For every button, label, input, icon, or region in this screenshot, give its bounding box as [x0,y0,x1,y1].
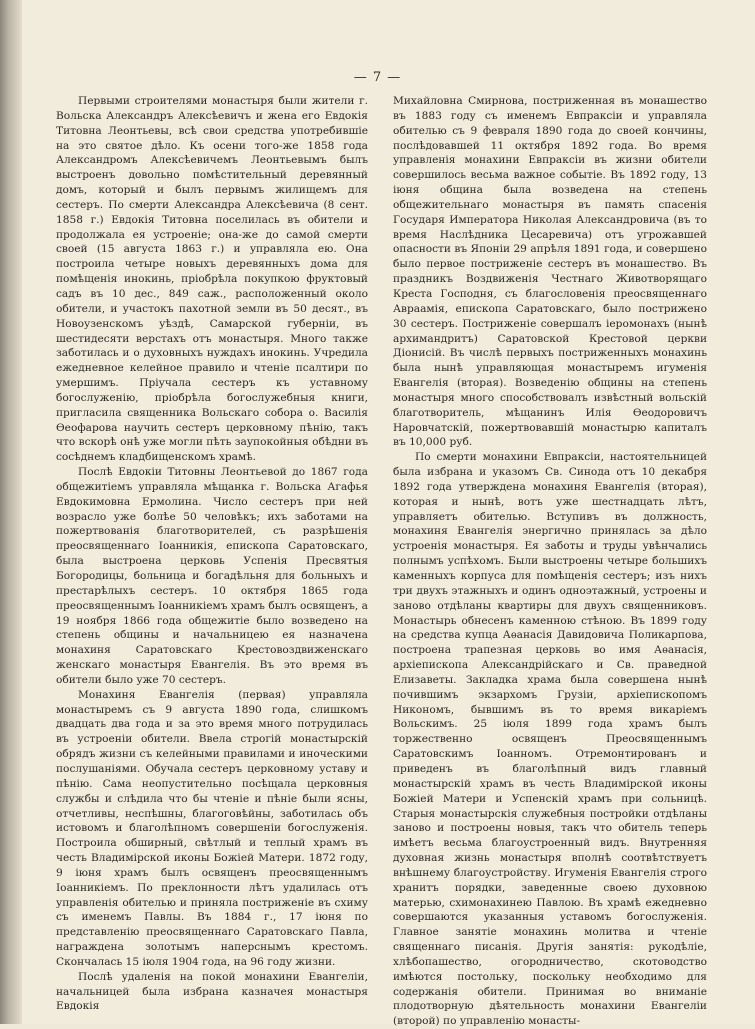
paragraph: По смерти монахини Евпраксіи, настоятельницей была избрана и указомъ Св. Синода отъ 10 декабря 1892 года утверждена монахиня Евангелія (вторая), которая и нынѣ, вотъ уже шестнадцать лѣтъ, управляетъ обителью. Вступивъ въ должность, монахиня Евангелія энергично принялась за дѣло устроенія монастыря. Ея заботы и труды увѣнчались полнымъ успѣхомъ. Были выстроены четыре большихъ каменныхъ корпуса для помѣщенія сестеръ; изъ нихъ три двухъ этажныхъ и одинъ одноэтажный, устроены и заново отдѣланы квартиры для двухъ священниковъ. Монастырь обнесенъ каменною стѣною. Въ 1899 году на средства купца Аѳанасія Давидовича Поликарпова, построена трапезная церковь во имя Аѳанасія, архіепископа Александрійскаго и Св. праведной Елизаветы. Закладка храма была совершена нынѣ почившимъ экзархомъ Грузіи, архіепископомъ Никономъ, бывшимъ въ то время викаріемъ Вольскимъ. 25 іюля 1899 года храмъ былъ торжественно освященъ Преосвященнымъ Саратовскимъ Іоанномъ. Отремонтированъ и приведенъ въ благолѣпный видъ главный монастырскій храмъ въ честь Владимірской иконы Божіей Матери и Успенскій храмъ при сольницѣ. Старыя монастырскія служебныя постройки отдѣланы заново и построены новыя, такъ что обитель теперь имѣетъ весьма благоустроенный видъ. Внутренняя духовная жизнь монастыря вполнѣ соотвѣтствуетъ внѣшнему благоустройству. Игуменія Евангелія строго хранитъ порядки, заведенные своею духовною матерью, схимонахинею Павлою. Въ храмѣ ежедневно совершаются указанныя уставомъ богослуженія. Главное занятіе монахинь молитва и чтеніе священнаго писанія. Другія занятія: рукодѣліе, хлѣбопашество, огородничество, скотоводство имѣются постольку, поскольку необходимо для содержанія обители. Принимая во вниманіе плодотворную дѣятельность монахини Евангеліи (второй) по управленію монасты- [393,451,707,1028]
right-text-column [393,94,707,1028]
page-number: — 7 — [353,70,402,85]
paragraph-continuation: Михайловна Смирнова, постриженная въ монашество въ 1883 году съ именемъ Евпраксіи и управляла обителью съ 9 февраля 1890 года до своей кончины, послѣдовавшей 11 октября 1892 года. Во время управленія монахини Евпраксіи въ жизни обители совершилось весьма важное событіе. Въ 1892 году, 13 іюня община была возведена на степень общежительнаго монастыря въ память спасенія Государя Императора Николая Александровича (въ то время Наслѣдника Цесаревича) отъ угрожавшей опасности въ Японіи 29 апрѣля 1891 года, и совершено было первое постриженіе сестеръ въ монашество. Въ праздникъ Воздвиженія Честнаго Животворящаго Креста Господня, съ благословенія преосвященнаго Авраамія, епископа Саратовскаго, было пострижено 30 сестеръ. Постриженіе совершалъ іеромонахъ (нынѣ архимандритъ) Саратовской Крестовой церкви Діонисій. Въ числѣ первыхъ постриженныхъ монахинь была нынѣ управляющая монастыремъ игуменія Евангелія (вторая). Возведенію общины на степень монастыря много способствовалъ извѣстный вольскій благотворитель, мѣщанинъ Илія Ѳеодоровичъ Наровчатскій, пожертвовавшій монастырю капиталъ въ 10,000 руб. [393,95,707,449]
book-spine-shadow [0,0,22,1024]
left-text-column [56,94,368,1013]
paragraph: Первыми строителями монастыря были жители г. Вольска Александръ Алексѣевичъ и жена его Евдокія Титовна Леонтьевы, всѣ свои средства употребившіе на это святое дѣло. Къ осени того-же 1858 года Александромъ Алексѣевичемъ Леонтьевымъ былъ выстроенъ довольно помѣстительный деревянный домъ, который и былъ первымъ жилищемъ для сестеръ. По смерти Александра Алексѣевича (8 сент. 1858 г.) Евдокія Титовна поселилась въ обители и продолжала ея устроеніе; она-же до самой смерти своей (15 августа 1863 г.) и управляла ею. Она построила четыре новыхъ деревянныхъ дома для помѣщенія инокинь, пріобрѣла покупкою фруктовый садъ въ 10 дес., 849 саж., расположенный около обители, и участокъ пахотной земли въ 50 десят., въ Новоузенскомъ уѣздѣ, Самарской губерніи, въ шестидесяти верстахъ отъ монастыря. Много также заботилась и о духовныхъ нуждахъ инокинь. Учредила ежедневное келейное правило и чтеніе псалтири по умершимъ. Пріучала сестеръ къ уставному богослуженію, пріобрѣла богослужебныя книги, пригласила священника Вольскаго собора о. Василія Ѳеофарова научить сестеръ церковному пѣнію, такъ что вскорѣ онѣ уже могли пѣть заупокойныя обѣдни въ сосѣднемъ кладбищенскомъ храмѣ. [56,95,368,464]
paragraph: Послѣ удаленія на покой монахини Евангеліи, начальницей была избрана казначея монастыря Евдокія [56,970,368,1013]
paragraph: Послѣ Евдокіи Титовны Леонтьевой до 1867 года общежитіемъ управляла мѣщанка г. Вольска Агафья Евдокимовна Ермолина. Число сестеръ при ней возрасло уже болѣе 50 человѣкъ; ихъ заботами на пожертвованія благотворителей, съ разрѣшенія преосвященнаго Іоанникія, епископа Саратовскаго, была выстроена церковь Успенія Пресвятыя Богородицы, больница и богадѣльня для больныхъ и престарѣлыхъ сестеръ. 10 октября 1865 года преосвященнымъ Іоанникіемъ храмъ былъ освященъ, а 19 ноября 1866 года общежитіе было возведено на степень общины и начальницею ея назначена монахиня Саратовскаго Крестовоздвиженскаго женскаго монастыря Евангелія. Въ это время въ обители было уже 70 сестеръ. [56,466,368,686]
paragraph: Монахиня Евангелія (первая) управляла монастыремъ съ 9 августа 1890 года, слишкомъ двадцать два года и за это время много потрудилась въ устроеніи обители. Ввела строгій монастырскій обрядъ жизни съ келейными правилами и иноческими послушаніями. Обучала сестеръ церковному уставу и пѣнію. Сама неопустительно посѣщала церковныя службы и слѣдила что бы чтеніе и пѣніе были ясны, отчетливы, неспѣшны, благоговѣйны, заботилась объ истовомъ и благолѣпномъ совершеніи богослуженія. Построила обширный, свѣтлый и теплый храмъ въ честь Владимірской иконы Божіей Матери. 1872 году, 9 іюня храмъ былъ освященъ преосвященнымъ Іоанникіемъ. По преклонности лѣтъ удалилась отъ управленія обителью и приняла постриженіе въ схиму съ именемъ Павлы. Въ 1884 г., 17 іюня по представленію преосвященнаго Саратовскаго Павла, награждена золотымъ наперснымъ крестомъ. Скончалась 15 іюля 1904 года, на 96 году жизни. [56,688,368,968]
